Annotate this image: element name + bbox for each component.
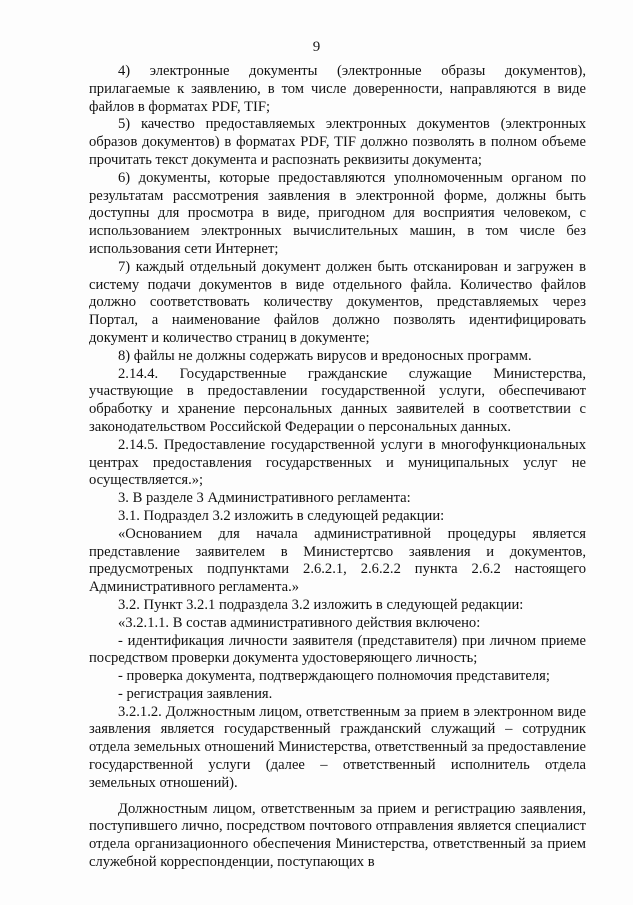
paragraph-3-1: 3.1. Подраздел 3.2 изложить в следующей редакции:	[118, 507, 445, 524]
paragraph-3-2: 3.2. Пункт 3.2.1 подраздела 3.2 изложить в следующей редакции:	[118, 596, 524, 613]
list-item-identification: - идентификация личности заявителя (представителя) при личном приеме посредством проверки документа удостоверяющего личность;	[89, 632, 586, 667]
document-body	[89, 63, 586, 872]
paragraph-3-1-quote: «Основанием для начала административной процедуры является представление заявителем в Министертсво заявления и документов, предусмотреных подпунктами 2.6.2.1, 2.6.2.2 пункта 2.6.2 настоящего Административного регламента.»	[89, 525, 586, 596]
paragraph-2-14-5: 2.14.5. Предоставление государственной услуги в многофункциональных центрах предоставления государственных и муниципальных услуг не осуществляется.»;	[89, 436, 586, 489]
list-item-authority-check: - проверка документа, подтверждающего полномочия представителя;	[118, 668, 550, 685]
paragraph-section-3: 3. В разделе 3 Административного регламента:	[118, 490, 411, 507]
list-item-registration: - регистрация заявления.	[118, 685, 273, 702]
paragraph-item-7: 7) каждый отдельный документ должен быть отсканирован и загружен в систему подачи документов в виде отдельного файла. Количество файлов должно соответствовать количеству документов, представляемых через Портал, а наименование файлов должно позволять идентифицировать документ и количество страниц в документе;	[89, 258, 586, 346]
paragraph-item-4: 4) электронные документы (электронные образы документов), прилагаемые к заявлению, в том числе доверенности, направляются в виде файлов в форматах PDF, TIF;	[89, 63, 586, 115]
page-number: 9	[312, 39, 321, 55]
paragraph-item-6: 6) документы, которые предоставляются уполномоченным органом по результатам рассмотрения заявления в электронной форме, должны быть доступны для просмотра в виде, пригодном для восприятия человеком, с использованием электронных вычислительных машин, в том числе без использования сети Интернет;	[89, 169, 586, 257]
paragraph-item-5: 5) качество предоставляемых электронных документов (электронных образов документов) в форматах PDF, TIF должно позволять в полном объеме прочитать текст документа и распознать реквизиты документа;	[89, 116, 586, 168]
paragraph-responsible-person: Должностным лицом, ответственным за прием и регистрацию заявления, поступившего лично, посредством почтового отправления является специалист отдела организационного обеспечения Министерства, ответственный за прием служебной корреспонденции, поступающих в	[89, 800, 586, 871]
paragraph-3-2-1-2: 3.2.1.2. Должностным лицом, ответственным за прием в электронном виде заявления является государственный гражданский служащий – сотрудник отдела земельных отношений Министерства, ответственный за предоставление государственной услуги (далее – ответственный исполнитель отдела земельных отношений).	[89, 703, 586, 791]
paragraph-3-2-1-1: «3.2.1.1. В состав административного действия включено:	[118, 614, 481, 631]
paragraph-2-14-4: 2.14.4. Государственные гражданские служащие Министерства, участвующие в предоставлении государственной услуги, обеспечивают обработку и хранение персональных данных заявителей в соответствии с законодательством Российской Федерации о персональных данных.	[89, 365, 586, 435]
paragraph-item-8: 8) файлы не должны содержать вирусов и вредоносных программ.	[118, 347, 532, 364]
